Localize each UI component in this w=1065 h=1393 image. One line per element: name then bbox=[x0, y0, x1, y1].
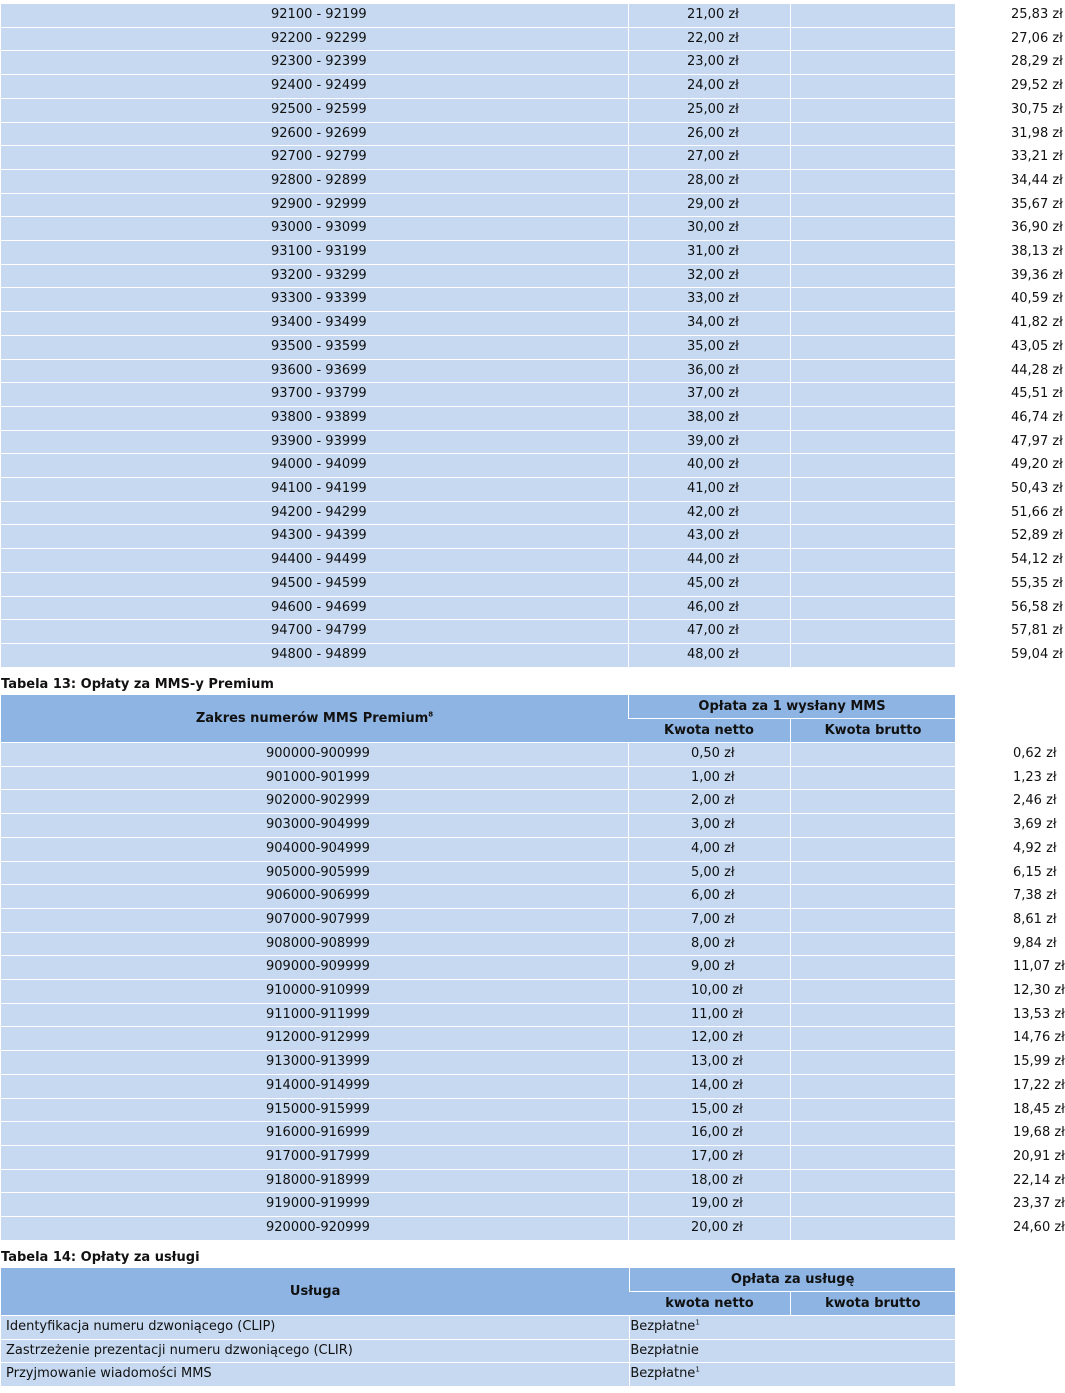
gross-price-cell: 6,15 zł bbox=[790, 862, 955, 886]
gross-price-cell: 39,36 zł bbox=[790, 265, 955, 289]
net-price-cell: 38,00 zł bbox=[628, 407, 790, 431]
gross-price-cell: 49,20 zł bbox=[790, 454, 955, 478]
gross-price-cell: 27,06 zł bbox=[790, 28, 955, 52]
service-fee-table-body bbox=[1, 1316, 955, 1387]
net-price-cell: 17,00 zł bbox=[628, 1146, 790, 1170]
range-cell: 917000-917999 bbox=[1, 1146, 628, 1170]
net-price-cell: 7,00 zł bbox=[628, 909, 790, 933]
gross-price-cell: 45,51 zł bbox=[790, 383, 955, 407]
table-row bbox=[1, 644, 955, 668]
gross-price-cell: 2,46 zł bbox=[790, 790, 955, 814]
net-price-cell: 2,00 zł bbox=[628, 790, 790, 814]
gross-price-cell: 40,59 zł bbox=[790, 288, 955, 312]
net-price-cell: 39,00 zł bbox=[628, 431, 790, 455]
gross-price-cell: 12,30 zł bbox=[790, 980, 955, 1004]
net-price-cell: 23,00 zł bbox=[628, 51, 790, 75]
range-cell: 904000-904999 bbox=[1, 838, 628, 862]
service-fee-cell bbox=[629, 1363, 955, 1387]
table-row bbox=[1, 241, 955, 265]
table-row bbox=[1, 1004, 955, 1028]
range-cell: 920000-920999 bbox=[1, 1217, 628, 1241]
range-cell: 93700 - 93799 bbox=[1, 383, 628, 407]
service-fee-cell bbox=[629, 1316, 955, 1340]
table-header-row bbox=[1, 695, 955, 719]
table-row bbox=[1, 909, 955, 933]
net-price-cell: 13,00 zł bbox=[628, 1051, 790, 1075]
table-row bbox=[1, 597, 955, 621]
net-price-cell: 33,00 zł bbox=[628, 288, 790, 312]
net-price-cell: 11,00 zł bbox=[628, 1004, 790, 1028]
net-price-cell: 34,00 zł bbox=[628, 312, 790, 336]
gross-price-cell: 0,62 zł bbox=[790, 743, 955, 767]
table-row bbox=[1, 1027, 955, 1051]
net-price-cell: 45,00 zł bbox=[628, 573, 790, 597]
range-cell: 93900 - 93999 bbox=[1, 431, 628, 455]
table-row bbox=[1, 383, 955, 407]
table-row bbox=[1, 360, 955, 384]
table-row bbox=[1, 170, 955, 194]
range-cell: 911000-911999 bbox=[1, 1004, 628, 1028]
net-price-cell: 19,00 zł bbox=[628, 1193, 790, 1217]
range-cell: 903000-904999 bbox=[1, 814, 628, 838]
table-row bbox=[1, 743, 955, 767]
net-price-cell: 44,00 zł bbox=[628, 549, 790, 573]
service-name-cell: Zastrzeżenie prezentacji numeru dzwoniącego (CLIR) bbox=[1, 1340, 629, 1364]
table-row bbox=[1, 838, 955, 862]
range-cell: 94300 - 94399 bbox=[1, 525, 628, 549]
service-fee-value: Bezpłatne bbox=[630, 1366, 696, 1382]
table-row bbox=[1, 1193, 955, 1217]
table-row bbox=[1, 525, 955, 549]
table-row bbox=[1, 1075, 955, 1099]
header-fee-label: Opłata za 1 wysłany MMS bbox=[628, 695, 955, 719]
net-price-cell: 9,00 zł bbox=[628, 956, 790, 980]
gross-price-cell: 13,53 zł bbox=[790, 1004, 955, 1028]
net-price-cell: 21,00 zł bbox=[628, 4, 790, 28]
range-cell: 919000-919999 bbox=[1, 1193, 628, 1217]
table-row bbox=[1, 790, 955, 814]
service-fee-value: Bezpłatnie bbox=[630, 1342, 699, 1358]
range-cell: 94800 - 94899 bbox=[1, 644, 628, 668]
net-price-cell: 18,00 zł bbox=[628, 1170, 790, 1194]
gross-price-cell: 8,61 zł bbox=[790, 909, 955, 933]
net-price-cell: 46,00 zł bbox=[628, 597, 790, 621]
table-row bbox=[1, 1170, 955, 1194]
footnote-mark: 8 bbox=[428, 710, 434, 719]
table-row bbox=[1, 288, 955, 312]
range-cell: 908000-908999 bbox=[1, 933, 628, 957]
net-price-cell: 16,00 zł bbox=[628, 1122, 790, 1146]
net-price-cell: 0,50 zł bbox=[628, 743, 790, 767]
net-price-cell: 40,00 zł bbox=[628, 454, 790, 478]
range-cell: 93600 - 93699 bbox=[1, 360, 628, 384]
gross-price-cell: 15,99 zł bbox=[790, 1051, 955, 1075]
table-row bbox=[1, 885, 955, 909]
net-price-cell: 35,00 zł bbox=[628, 336, 790, 360]
net-price-cell: 37,00 zł bbox=[628, 383, 790, 407]
range-cell: 906000-906999 bbox=[1, 885, 628, 909]
gross-price-cell: 24,60 zł bbox=[790, 1217, 955, 1241]
table-row bbox=[1, 1217, 955, 1241]
table-row bbox=[1, 1146, 955, 1170]
range-cell: 916000-916999 bbox=[1, 1122, 628, 1146]
gross-price-cell: 57,81 zł bbox=[790, 620, 955, 644]
range-cell: 92400 - 92499 bbox=[1, 75, 628, 99]
gross-price-cell: 52,89 zł bbox=[790, 525, 955, 549]
header-gross-label: kwota brutto bbox=[790, 1292, 955, 1316]
range-cell: 902000-902999 bbox=[1, 790, 628, 814]
table-row bbox=[1, 265, 955, 289]
net-price-cell: 25,00 zł bbox=[628, 99, 790, 123]
range-cell: 92800 - 92899 bbox=[1, 170, 628, 194]
table-row bbox=[1, 454, 955, 478]
net-price-cell: 27,00 zł bbox=[628, 146, 790, 170]
range-cell: 94100 - 94199 bbox=[1, 478, 628, 502]
net-price-cell: 12,00 zł bbox=[628, 1027, 790, 1051]
range-cell: 900000-900999 bbox=[1, 743, 628, 767]
table-row bbox=[1, 4, 955, 28]
gross-price-cell: 54,12 zł bbox=[790, 549, 955, 573]
table-row bbox=[1, 814, 955, 838]
net-price-cell: 28,00 zł bbox=[628, 170, 790, 194]
range-cell: 92700 - 92799 bbox=[1, 146, 628, 170]
range-cell: 92500 - 92599 bbox=[1, 99, 628, 123]
range-cell: 92200 - 92299 bbox=[1, 28, 628, 52]
gross-price-cell: 1,23 zł bbox=[790, 767, 955, 791]
gross-price-cell: 25,83 zł bbox=[790, 4, 955, 28]
mms-premium-fee-table-body bbox=[1, 743, 1065, 1241]
mms-premium-fee-table bbox=[1, 695, 1065, 1241]
net-price-cell: 48,00 zł bbox=[628, 644, 790, 668]
gross-price-cell: 11,07 zł bbox=[790, 956, 955, 980]
gross-price-cell: 29,52 zł bbox=[790, 75, 955, 99]
table-row bbox=[1, 407, 955, 431]
service-fee-value: Bezpłatne bbox=[630, 1319, 696, 1334]
table-row bbox=[1, 336, 955, 360]
gross-price-cell: 14,76 zł bbox=[790, 1027, 955, 1051]
header-range-cell bbox=[1, 695, 628, 743]
gross-price-cell: 22,14 zł bbox=[790, 1170, 955, 1194]
range-cell: 92600 - 92699 bbox=[1, 123, 628, 147]
table-row bbox=[1, 502, 955, 526]
range-cell: 93500 - 93599 bbox=[1, 336, 628, 360]
table-row bbox=[1, 1316, 955, 1340]
range-cell: 915000-915999 bbox=[1, 1099, 628, 1123]
net-price-cell: 41,00 zł bbox=[628, 478, 790, 502]
table-row bbox=[1, 51, 955, 75]
net-price-cell: 47,00 zł bbox=[628, 620, 790, 644]
gross-price-cell: 41,82 zł bbox=[790, 312, 955, 336]
gross-price-cell: 31,98 zł bbox=[790, 123, 955, 147]
gross-price-cell: 50,43 zł bbox=[790, 478, 955, 502]
range-cell: 92100 - 92199 bbox=[1, 4, 628, 28]
net-price-cell: 1,00 zł bbox=[628, 767, 790, 791]
net-price-cell: 36,00 zł bbox=[628, 360, 790, 384]
table-row bbox=[1, 217, 955, 241]
range-cell: 93800 - 93899 bbox=[1, 407, 628, 431]
table-row bbox=[1, 980, 955, 1004]
range-cell: 94500 - 94599 bbox=[1, 573, 628, 597]
range-cell: 905000-905999 bbox=[1, 862, 628, 886]
table-13-caption: Tabela 13: Opłaty za MMS-y Premium bbox=[1, 677, 274, 692]
net-price-cell: 31,00 zł bbox=[628, 241, 790, 265]
net-price-cell: 8,00 zł bbox=[628, 933, 790, 957]
premium-sms-fee-table bbox=[1, 4, 1063, 668]
table-row bbox=[1, 123, 955, 147]
range-cell: 93100 - 93199 bbox=[1, 241, 628, 265]
gross-price-cell: 46,74 zł bbox=[790, 407, 955, 431]
net-price-cell: 10,00 zł bbox=[628, 980, 790, 1004]
gross-price-cell: 9,84 zł bbox=[790, 933, 955, 957]
table-row bbox=[1, 767, 955, 791]
table-row bbox=[1, 549, 955, 573]
range-cell: 92300 - 92399 bbox=[1, 51, 628, 75]
net-price-cell: 32,00 zł bbox=[628, 265, 790, 289]
table-row bbox=[1, 146, 955, 170]
header-net-label: Kwota netto bbox=[628, 719, 790, 743]
range-cell: 901000-901999 bbox=[1, 767, 628, 791]
table-14-caption: Tabela 14: Opłaty za usługi bbox=[1, 1250, 200, 1265]
net-price-cell: 3,00 zł bbox=[628, 814, 790, 838]
gross-price-cell: 33,21 zł bbox=[790, 146, 955, 170]
net-price-cell: 24,00 zł bbox=[628, 75, 790, 99]
net-price-cell: 26,00 zł bbox=[628, 123, 790, 147]
table-row bbox=[1, 1363, 955, 1387]
gross-price-cell: 19,68 zł bbox=[790, 1122, 955, 1146]
net-price-cell: 42,00 zł bbox=[628, 502, 790, 526]
net-price-cell: 43,00 zł bbox=[628, 525, 790, 549]
table-row bbox=[1, 862, 955, 886]
table-row bbox=[1, 1122, 955, 1146]
range-cell: 907000-907999 bbox=[1, 909, 628, 933]
gross-price-cell: 35,67 zł bbox=[790, 194, 955, 218]
net-price-cell: 6,00 zł bbox=[628, 885, 790, 909]
range-cell: 913000-913999 bbox=[1, 1051, 628, 1075]
table-row bbox=[1, 1051, 955, 1075]
gross-price-cell: 28,29 zł bbox=[790, 51, 955, 75]
net-price-cell: 22,00 zł bbox=[628, 28, 790, 52]
table-row bbox=[1, 1340, 955, 1364]
range-cell: 94700 - 94799 bbox=[1, 620, 628, 644]
range-cell: 914000-914999 bbox=[1, 1075, 628, 1099]
header-net-label: kwota netto bbox=[629, 1292, 789, 1316]
range-cell: 94200 - 94299 bbox=[1, 502, 628, 526]
table-row bbox=[1, 933, 955, 957]
header-service-label: Usługa bbox=[1, 1268, 629, 1316]
premium-sms-fee-table-body bbox=[1, 4, 1063, 668]
table-row bbox=[1, 28, 955, 52]
net-price-cell: 30,00 zł bbox=[628, 217, 790, 241]
range-cell: 918000-918999 bbox=[1, 1170, 628, 1194]
table-row bbox=[1, 478, 955, 502]
range-cell: 93000 - 93099 bbox=[1, 217, 628, 241]
range-cell: 93400 - 93499 bbox=[1, 312, 628, 336]
range-cell: 93300 - 93399 bbox=[1, 288, 628, 312]
gross-price-cell: 43,05 zł bbox=[790, 336, 955, 360]
table-row bbox=[1, 75, 955, 99]
table-row bbox=[1, 194, 955, 218]
gross-price-cell: 3,69 zł bbox=[790, 814, 955, 838]
header-gross-label: Kwota brutto bbox=[790, 719, 955, 743]
header-fee-label: Opłata za usługę bbox=[629, 1268, 955, 1292]
net-price-cell: 20,00 zł bbox=[628, 1217, 790, 1241]
gross-price-cell: 17,22 zł bbox=[790, 1075, 955, 1099]
table-row bbox=[1, 620, 955, 644]
net-price-cell: 4,00 zł bbox=[628, 838, 790, 862]
gross-price-cell: 44,28 zł bbox=[790, 360, 955, 384]
net-price-cell: 14,00 zł bbox=[628, 1075, 790, 1099]
gross-price-cell: 23,37 zł bbox=[790, 1193, 955, 1217]
gross-price-cell: 55,35 zł bbox=[790, 573, 955, 597]
footnote-mark: 1 bbox=[695, 1366, 700, 1375]
table-row bbox=[1, 573, 955, 597]
service-name-cell: Identyfikacja numeru dzwoniącego (CLIP) bbox=[1, 1316, 629, 1340]
gross-price-cell: 36,90 zł bbox=[790, 217, 955, 241]
range-cell: 94400 - 94499 bbox=[1, 549, 628, 573]
net-price-cell: 29,00 zł bbox=[628, 194, 790, 218]
table-row bbox=[1, 99, 955, 123]
service-name-cell: Przyjmowanie wiadomości MMS bbox=[1, 1363, 629, 1387]
table-row bbox=[1, 1099, 955, 1123]
gross-price-cell: 7,38 zł bbox=[790, 885, 955, 909]
gross-price-cell: 47,97 zł bbox=[790, 431, 955, 455]
range-cell: 92900 - 92999 bbox=[1, 194, 628, 218]
gross-price-cell: 18,45 zł bbox=[790, 1099, 955, 1123]
range-cell: 94000 - 94099 bbox=[1, 454, 628, 478]
net-price-cell: 5,00 zł bbox=[628, 862, 790, 886]
gross-price-cell: 59,04 zł bbox=[790, 644, 955, 668]
range-cell: 94600 - 94699 bbox=[1, 597, 628, 621]
header-range-label: Zakres numerów MMS Premium bbox=[195, 711, 429, 726]
gross-price-cell: 51,66 zł bbox=[790, 502, 955, 526]
range-cell: 93200 - 93299 bbox=[1, 265, 628, 289]
service-fee-table bbox=[1, 1268, 955, 1387]
service-fee-cell bbox=[629, 1340, 955, 1364]
range-cell: 909000-909999 bbox=[1, 956, 628, 980]
gross-price-cell: 34,44 zł bbox=[790, 170, 955, 194]
net-price-cell: 15,00 zł bbox=[628, 1099, 790, 1123]
gross-price-cell: 20,91 zł bbox=[790, 1146, 955, 1170]
table-row bbox=[1, 431, 955, 455]
gross-price-cell: 56,58 zł bbox=[790, 597, 955, 621]
footnote-mark: 1 bbox=[695, 1318, 700, 1327]
range-cell: 912000-912999 bbox=[1, 1027, 628, 1051]
table-row bbox=[1, 312, 955, 336]
table-header-row bbox=[1, 1268, 955, 1292]
table-row bbox=[1, 956, 955, 980]
range-cell: 910000-910999 bbox=[1, 980, 628, 1004]
gross-price-cell: 38,13 zł bbox=[790, 241, 955, 265]
gross-price-cell: 30,75 zł bbox=[790, 99, 955, 123]
gross-price-cell: 4,92 zł bbox=[790, 838, 955, 862]
